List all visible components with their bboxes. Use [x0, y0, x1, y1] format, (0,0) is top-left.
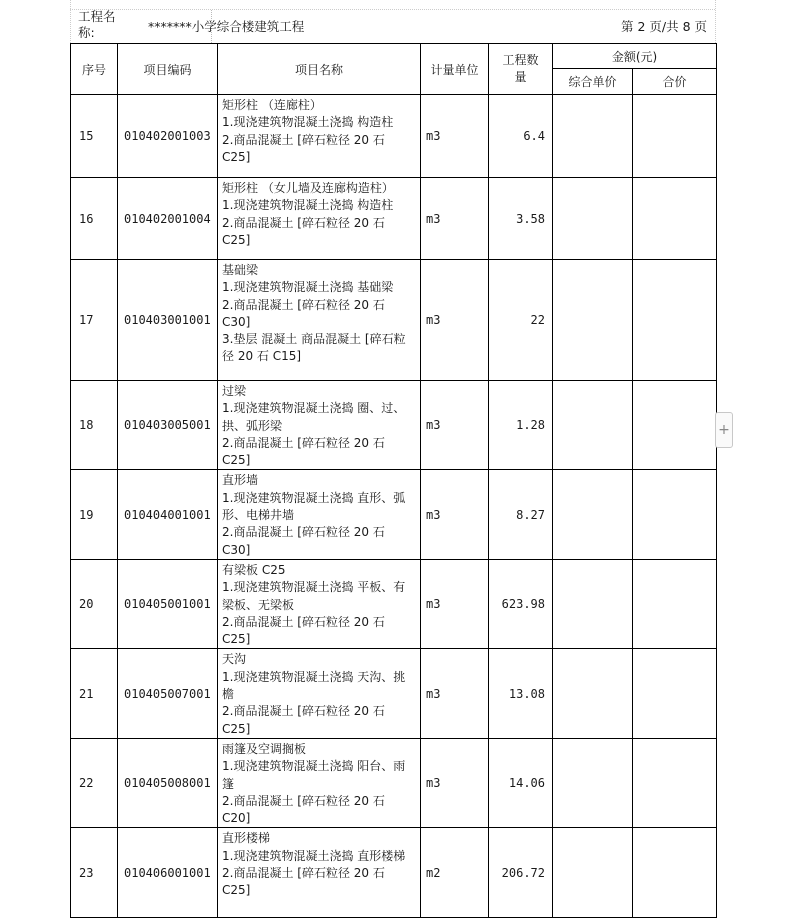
table-body — [71, 95, 717, 918]
quantity: 13.08 — [489, 649, 553, 738]
item-description — [218, 178, 421, 260]
description-line: 有梁板 C25 — [222, 562, 286, 577]
description-line: 1.现浇建筑物混凝土浇捣 直形楼梯 — [222, 848, 406, 863]
item-code: 010405001001 — [118, 559, 218, 648]
quantity: 6.4 — [489, 95, 553, 178]
description-line: 矩形柱 （连廊柱） — [222, 98, 322, 112]
unit-price-cell — [553, 559, 633, 648]
description-line: 1.现浇建筑物混凝土浇捣 直形、弧形、电梯井墙 — [222, 490, 406, 523]
quantity: 3.58 — [489, 178, 553, 260]
unit-price-cell — [553, 470, 633, 559]
unit-price-cell — [553, 95, 633, 178]
page-indicator: 第 2 页/共 8 页 — [620, 19, 707, 34]
measure-unit: m3 — [421, 649, 489, 738]
quantity: 206.72 — [489, 828, 553, 918]
description-line: 2.商品混凝土 [碎石粒径 20 石 C25] — [222, 215, 389, 247]
description-line: 2.商品混凝土 [碎石粒径 20 石 C20] — [222, 793, 389, 826]
project-info-bar — [70, 0, 715, 44]
description-line: 1.现浇建筑物混凝土浇捣 构造柱 — [222, 115, 394, 130]
row-index: 23 — [71, 828, 118, 918]
item-code: 010405008001 — [118, 738, 218, 827]
total-cell — [633, 260, 717, 381]
description-line: 1.现浇建筑物混凝土浇捣 圈、过、拱、弧形梁 — [222, 401, 406, 433]
description-line: 矩形柱 （女儿墙及连廊构造柱） — [222, 181, 394, 195]
table-row — [71, 828, 717, 918]
description-line: 2.商品混凝土 [碎石粒径 20 石 C25] — [222, 704, 389, 736]
measure-unit: m3 — [421, 178, 489, 260]
total-cell — [633, 738, 717, 827]
row-index: 22 — [71, 738, 118, 827]
col-header-unit: 计量单位 — [421, 44, 489, 95]
description-line: 2.商品混凝土 [碎石粒径 20 石 C25] — [222, 614, 389, 647]
row-index: 19 — [71, 470, 118, 559]
unit-price-cell — [553, 178, 633, 260]
table-row — [71, 649, 717, 738]
quantity: 22 — [489, 260, 553, 381]
description-line: 2.商品混凝土 [碎石粒径 20 石 C30] — [222, 297, 389, 329]
row-index: 16 — [71, 178, 118, 260]
quantity: 8.27 — [489, 470, 553, 559]
unit-price-cell — [553, 649, 633, 738]
description-line: 2.商品混凝土 [碎石粒径 20 石 C30] — [222, 525, 389, 557]
col-header-index: 序号 — [71, 44, 118, 95]
item-description — [218, 559, 421, 648]
description-line: 2.商品混凝土 [碎石粒径 20 石 C25] — [222, 866, 389, 898]
description-line: 2.商品混凝土 [碎石粒径 20 石 C25] — [222, 132, 389, 164]
item-description — [218, 95, 421, 178]
project-label: 工程名称: — [78, 9, 116, 40]
row-index: 21 — [71, 649, 118, 738]
bill-of-quantities-table — [70, 43, 717, 918]
col-header-quantity: 工程数量 — [489, 44, 553, 95]
description-line: 天沟 — [222, 652, 247, 667]
description-line: 1.现浇建筑物混凝土浇捣 构造柱 — [222, 198, 394, 213]
measure-unit: m3 — [421, 260, 489, 381]
measure-unit: m2 — [421, 828, 489, 918]
total-cell — [633, 649, 717, 738]
add-button[interactable]: + — [715, 412, 733, 448]
item-description — [218, 738, 421, 827]
item-description — [218, 260, 421, 381]
unit-price-cell — [553, 260, 633, 381]
item-code: 010402001003 — [118, 95, 218, 178]
item-code: 010405007001 — [118, 649, 218, 738]
measure-unit: m3 — [421, 559, 489, 648]
table-row — [71, 381, 717, 470]
description-line: 1.现浇建筑物混凝土浇捣 平板、有梁板、无梁板 — [222, 580, 406, 612]
total-cell — [633, 381, 717, 470]
item-description — [218, 828, 421, 918]
total-cell — [633, 828, 717, 918]
description-line: 直形楼梯 — [222, 831, 271, 846]
col-header-code: 项目编码 — [118, 44, 218, 95]
quantity: 1.28 — [489, 381, 553, 470]
row-index: 17 — [71, 260, 118, 381]
row-index: 15 — [71, 95, 118, 178]
item-code: 010404001001 — [118, 470, 218, 559]
table-row — [71, 95, 717, 178]
description-line: 1.现浇建筑物混凝土浇捣 阳台、雨篷 — [222, 759, 406, 791]
total-cell — [633, 470, 717, 559]
table-row — [71, 178, 717, 260]
total-cell — [633, 559, 717, 648]
description-line: 1.现浇建筑物混凝土浇捣 基础梁 — [222, 280, 394, 295]
item-code: 010403005001 — [118, 381, 218, 470]
row-index: 20 — [71, 559, 118, 648]
description-line: 2.商品混凝土 [碎石粒径 20 石 C25] — [222, 435, 389, 468]
col-header-unit-price: 综合单价 — [553, 69, 633, 95]
description-line: 基础梁 — [222, 263, 259, 277]
description-line: 雨篷及空调搁板 — [222, 741, 307, 756]
measure-unit: m3 — [421, 95, 489, 178]
item-code: 010406001001 — [118, 828, 218, 918]
item-code: 010403001001 — [118, 260, 218, 381]
table-row — [71, 260, 717, 381]
col-header-total: 合价 — [633, 69, 717, 95]
table-row — [71, 738, 717, 827]
measure-unit: m3 — [421, 470, 489, 559]
measure-unit: m3 — [421, 738, 489, 827]
description-line: 3.垫层 混凝土 商品混凝土 [碎石粒径 20 石 C15] — [222, 332, 406, 364]
row-index: 18 — [71, 381, 118, 470]
item-description — [218, 381, 421, 470]
quantity: 14.06 — [489, 738, 553, 827]
description-line: 1.现浇建筑物混凝土浇捣 天沟、挑檐 — [222, 669, 406, 702]
total-cell — [633, 178, 717, 260]
col-header-name: 项目名称 — [218, 44, 421, 95]
col-header-amount: 金额(元) — [553, 44, 717, 69]
quantity: 623.98 — [489, 559, 553, 648]
unit-price-cell — [553, 828, 633, 918]
description-line: 过梁 — [222, 384, 247, 398]
table-row — [71, 470, 717, 559]
measure-unit: m3 — [421, 381, 489, 470]
item-description — [218, 649, 421, 738]
table-row — [71, 559, 717, 648]
unit-price-cell — [553, 738, 633, 827]
sheet-right-guide — [715, 0, 716, 43]
unit-price-cell — [553, 381, 633, 470]
description-line: 直形墙 — [222, 473, 259, 488]
project-name: *******小学综合楼建筑工程 — [148, 19, 305, 34]
total-cell — [633, 95, 717, 178]
item-code: 010402001004 — [118, 178, 218, 260]
item-description — [218, 470, 421, 559]
